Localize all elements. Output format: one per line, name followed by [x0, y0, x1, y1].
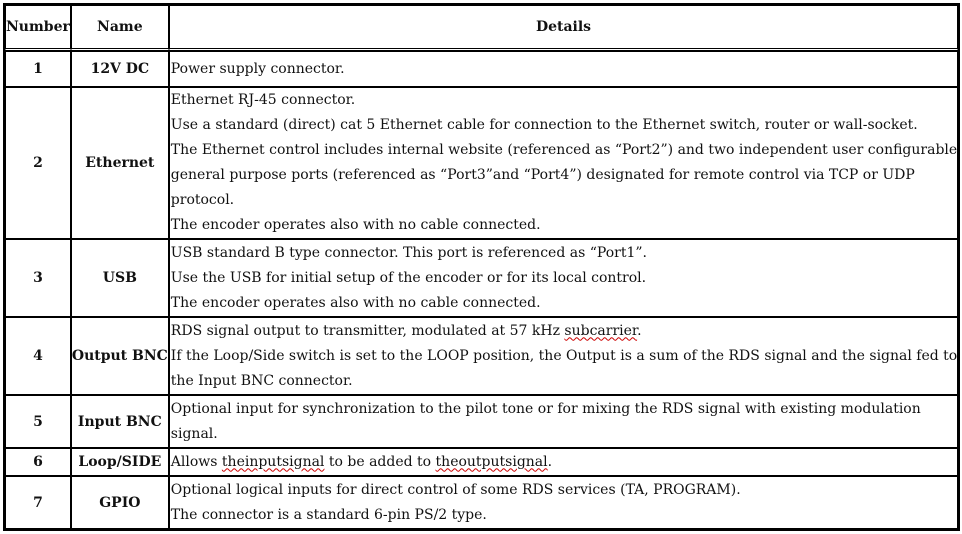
details-text: to be added to [324, 453, 436, 470]
row-name: Output BNC [71, 317, 169, 395]
details-text: . [547, 453, 553, 470]
details-text: . [637, 322, 642, 339]
row-details [169, 87, 958, 239]
details-line: Optional logical inputs for direct control of some RDS services (TA, PROGRAM). [170, 481, 741, 498]
header-details: Details [169, 5, 958, 51]
row-details [169, 476, 958, 529]
details-line: The encoder operates also with no cable connected. [170, 217, 541, 233]
details-line: If the Loop/Side switch is set to the LOOP position, the Output is a sum of the RDS signal and the signal fed to [170, 347, 958, 364]
details-line: Ethernet RJ-45 connector. [170, 92, 356, 108]
details-line: The Ethernet control includes internal website (referenced as “Port2”) and two independent user configurable [170, 142, 958, 158]
table-row [5, 476, 958, 529]
details-line: signal. [170, 425, 218, 442]
connector-table [3, 3, 960, 531]
details-text: RDS signal output to transmitter, modulated at 57 kHz [170, 322, 565, 339]
row-details [169, 317, 958, 395]
details-line [171, 450, 957, 475]
row-details [169, 51, 958, 87]
row-name: Ethernet [71, 87, 169, 239]
row-number: 3 [5, 239, 71, 317]
details-line: Optional input for synchronization to the pilot tone or for mixing the RDS signal with existing modulation [170, 400, 921, 417]
table-row [5, 87, 958, 239]
table-header-row [5, 5, 958, 51]
details-line: general purpose ports (referenced as “Port3”and “Port4”) designated for remote control via TCP or UDP [170, 167, 915, 183]
details-line: Use the USB for initial setup of the encoder or for its local control. [170, 269, 647, 286]
spellcheck-word: theoutputsignal [435, 453, 548, 470]
row-name: GPIO [71, 476, 169, 529]
details-line: The connector is a standard 6-pin PS/2 type. [170, 506, 487, 523]
row-name: USB [71, 239, 169, 317]
spellcheck-word: subcarrier [564, 322, 638, 339]
table-row [5, 395, 958, 448]
table-row [5, 317, 958, 395]
row-number: 5 [5, 395, 71, 448]
row-number: 2 [5, 87, 71, 239]
spellcheck-word: theinputsignal [221, 453, 325, 470]
table-row [5, 448, 958, 476]
details-line: the Input BNC connector. [170, 372, 353, 389]
row-name: Loop/SIDE [71, 448, 169, 476]
details-line: The encoder operates also with no cable connected. [170, 294, 541, 311]
details-text: Allows [170, 453, 222, 470]
row-details [169, 395, 958, 448]
row-details [169, 239, 958, 317]
details-line: protocol. [170, 192, 235, 208]
header-number: Number [5, 5, 71, 51]
header-name: Name [71, 5, 169, 51]
details-line [171, 319, 957, 344]
row-number: 4 [5, 317, 71, 395]
details-line: Use a standard (direct) cat 5 Ethernet cable for connection to the Ethernet switch, router or wall-socket. [170, 117, 918, 133]
row-name: Input BNC [71, 395, 169, 448]
table-row [5, 51, 958, 87]
row-number: 7 [5, 476, 71, 529]
connector-table-container [3, 3, 960, 531]
details-line: USB standard B type connector. This port is referenced as “Port1”. [170, 244, 647, 261]
details-line: Power supply connector. [170, 60, 345, 77]
row-number: 1 [5, 51, 71, 87]
row-number: 6 [5, 448, 71, 476]
row-name: 12V DC [71, 51, 169, 87]
table-row [5, 239, 958, 317]
row-details [169, 448, 958, 476]
